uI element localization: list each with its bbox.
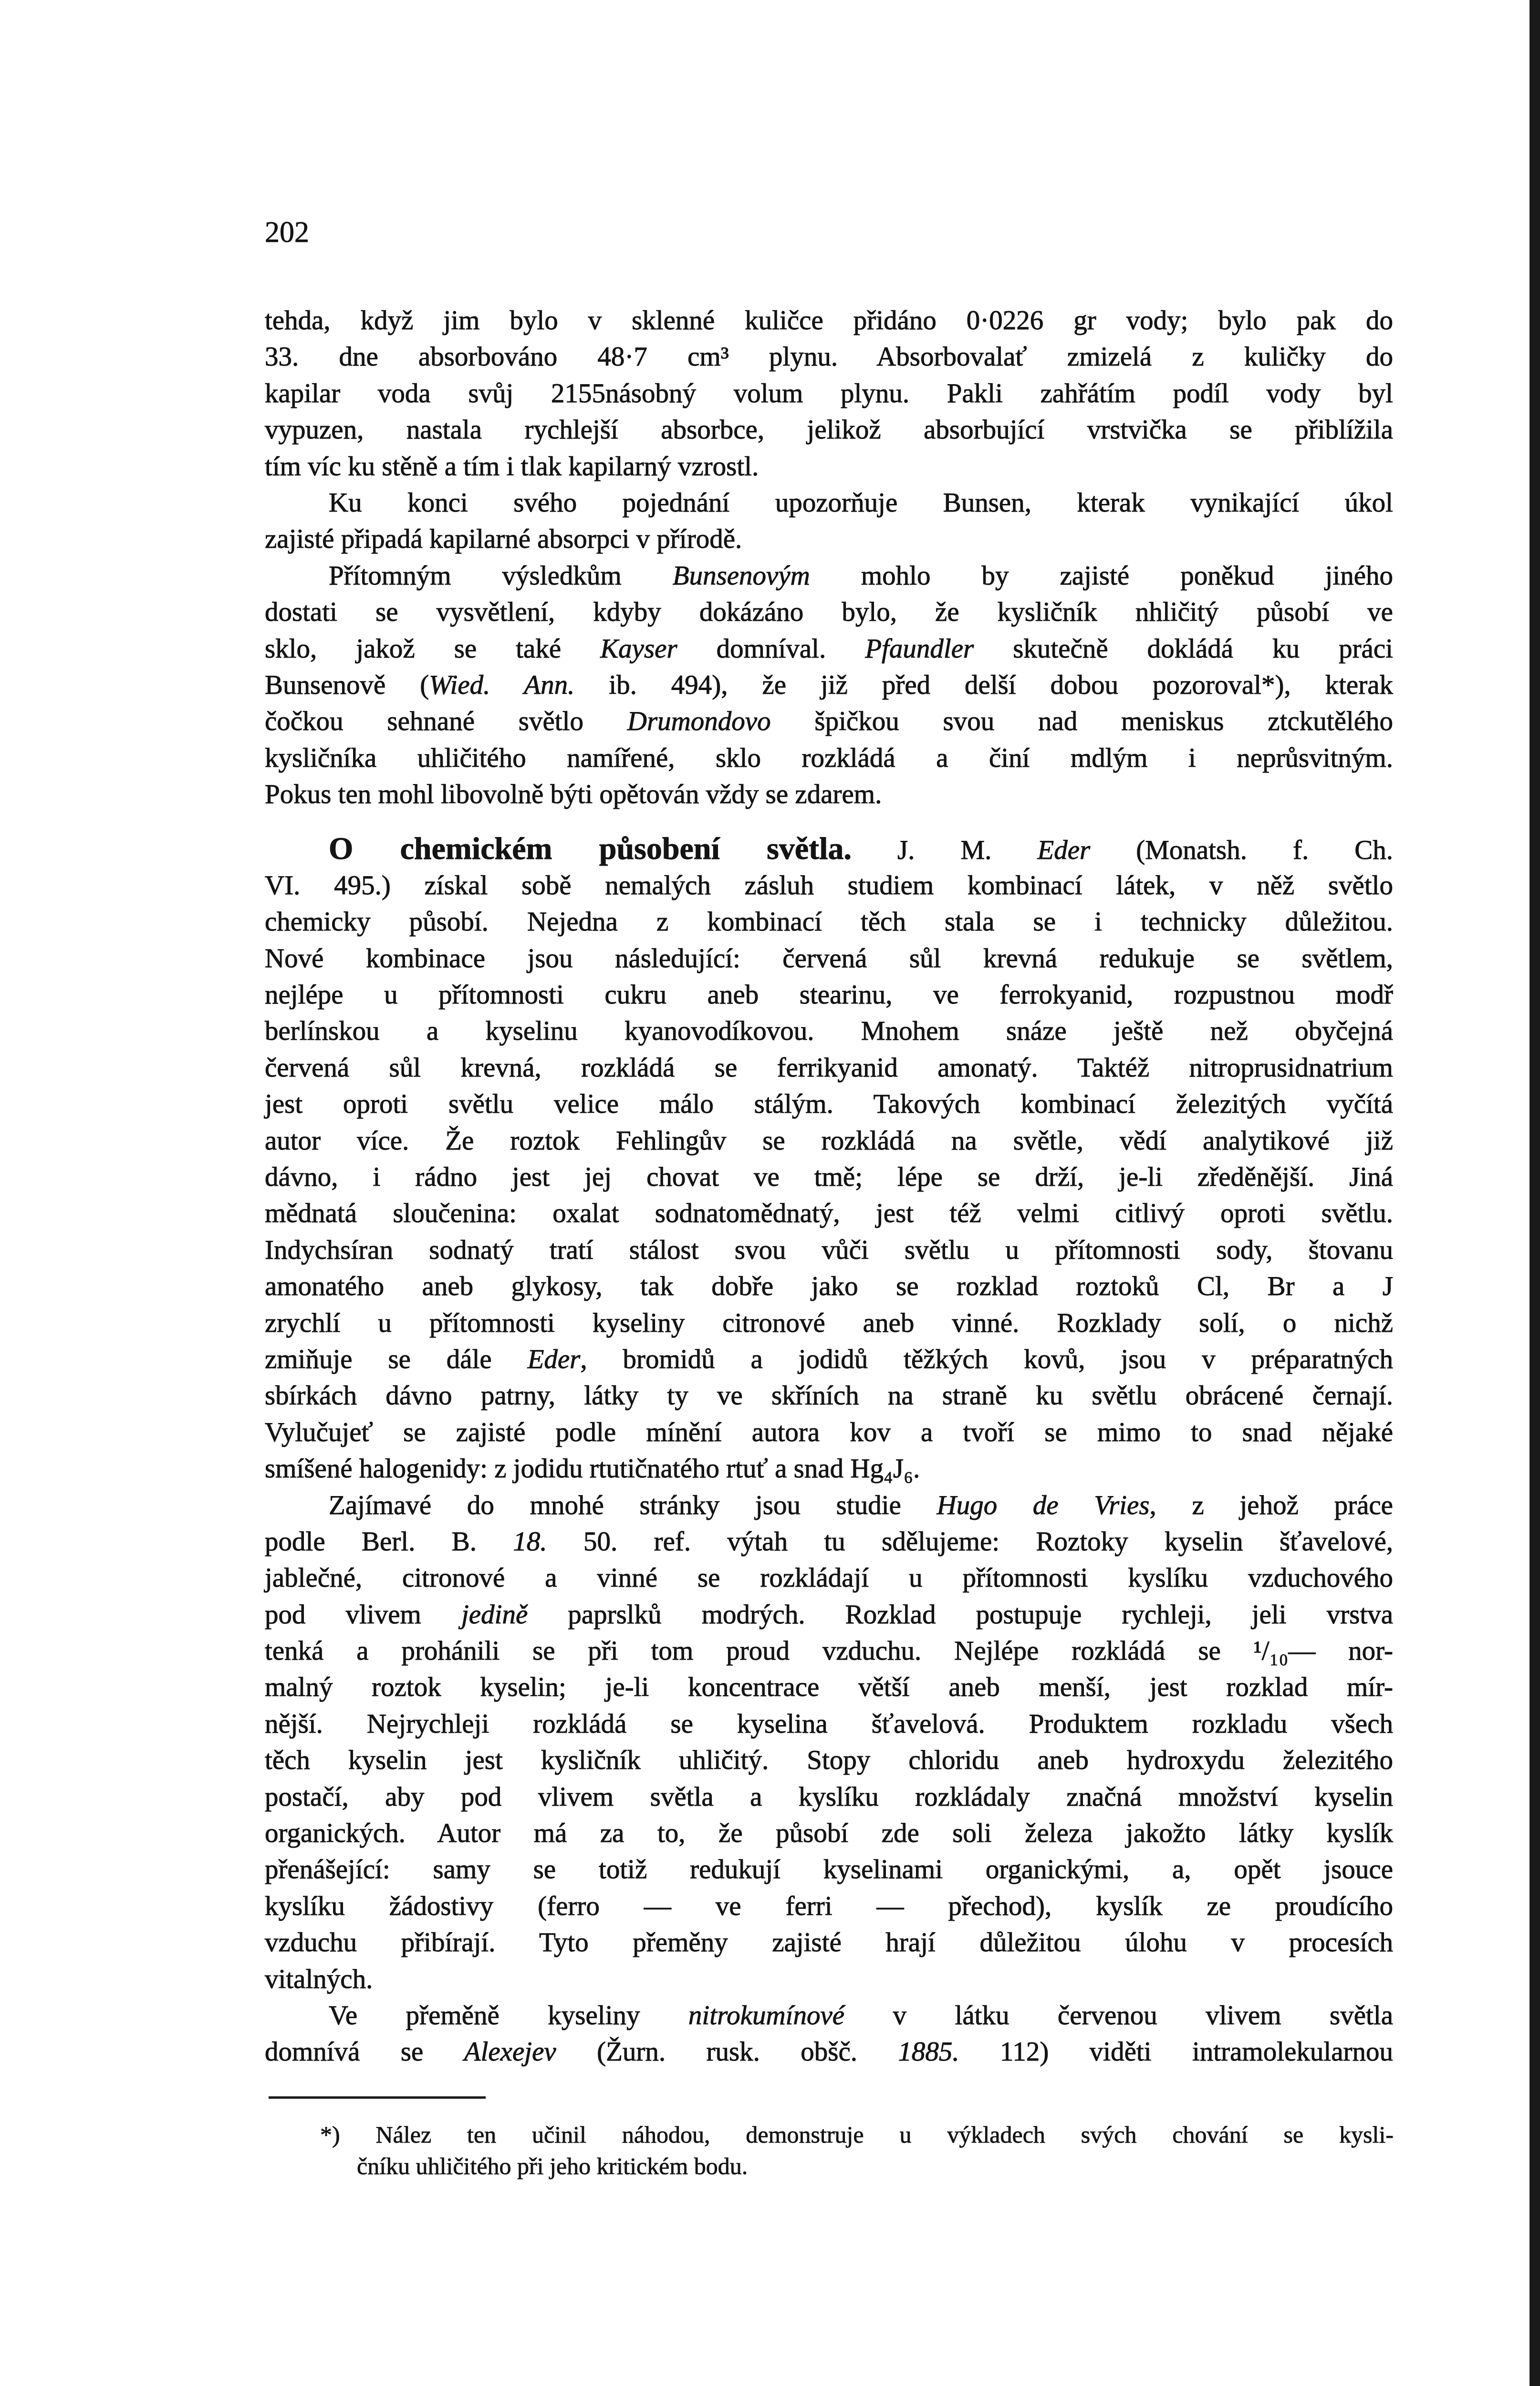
text-line [265,868,1393,904]
text-line [265,1633,1393,1669]
text-line [265,1888,1393,1925]
text-line [265,1524,1393,1560]
text-segment: kysličníka uhličitého namířené, sklo rozkládá a činí mdlým i neprůsvitným. [265,743,1393,773]
text-segment: , z jehož práce [1149,1490,1393,1520]
text-line [265,1742,1393,1779]
italic-text: nitrokumínové [688,2000,845,2030]
italic-text: Wied. Ann. [429,670,575,700]
text-line [265,1268,1393,1305]
text-line [265,776,1393,813]
text-segment: autor více. Že roztok Fehlingův se rozkládá na světle, vědí analytikové již [265,1125,1393,1156]
text-segment: Bunsenově ( [265,670,429,700]
text-segment: paprslků modrých. Rozklad postupuje rychleji, jeli vrstva [528,1599,1393,1630]
text-segment: podle Berl. B. [265,1526,513,1557]
body-text [265,303,1393,2071]
text-segment: pod vlivem [265,1599,461,1630]
text-segment: tenká a prohánili se při tom proud vzduchu. Nejlépe rozkládá se ¹/₁₀— nor- [265,1636,1393,1666]
text-segment: Zajímavé do mnohé stránky jsou studie [329,1490,937,1520]
text-segment: v látku červenou vlivem světla [844,2000,1394,2030]
text-line [265,1305,1393,1341]
text-line [265,941,1393,977]
section-gap [265,813,1393,831]
italic-text: jedině [461,1599,528,1630]
text-line [265,1706,1393,1742]
text-line [265,1560,1393,1596]
italic-text: Eder [527,1344,581,1374]
text-segment: vzduchu přibírají. Tyto přeměny zajisté hrají důležitou úlohu v procesích [265,1927,1393,1958]
text-line [265,412,1393,448]
text-segment: sbírkách dávno patrny, látky ty ve skříních na straně ku světlu obrácené černají. [265,1381,1393,1411]
italic-text: Hugo de Vries [936,1490,1150,1520]
text-segment: Nové kombinace jsou následující: červená sůl krevná redukuje se světlem, [265,943,1393,973]
text-segment: berlínskou a kyselinu kyanovodíkovou. Mnohem snáze ještě než obyčejná [265,1016,1393,1046]
italic-text: 18. [513,1526,547,1557]
text-line [265,485,1393,521]
text-segment: domnívá se [265,2037,464,2067]
text-segment: jest oproti světlu velice málo stálým. Takových kombinací železitých vyčítá [265,1089,1393,1120]
section-heading-line [265,831,1393,867]
footnote-rule [269,2096,486,2099]
text-line [265,631,1393,667]
text-line [265,521,1393,557]
text-segment: kyslíku žádostivy (ferro — ve ferri — přechod), kyslík ze proudícího [265,1891,1393,1921]
text-line [265,2034,1393,2070]
text-segment: (Monatsh. f. Ch. [1090,835,1393,866]
text-line [265,667,1393,703]
text-segment: Ku konci svého pojednání upozorňuje Bunsen, kterak vynikající úkol [329,487,1393,518]
text-line [265,1961,1393,1998]
text-line [265,1050,1393,1086]
text-segment: organických. Autor má za to, že působí zde soli železa jakožto látky kyslík [265,1818,1393,1849]
text-segment: J. M. [851,835,1038,866]
text-segment: Vylučujeť se zajisté podle mínění autora kov a tvoří se mimo to snad nějaké [265,1417,1393,1447]
text-segment: 33. dne absorbováno 48·7 cm³ plynu. Absorbovalať zmizelá z kuličky do [265,342,1393,372]
text-segment: vitalných. [265,1964,373,1994]
text-segment: chemicky působí. Nejedna z kombinací těch stala se i technicky důležitou. [265,907,1393,937]
text-segment: domníval. [677,633,865,664]
text-line [265,1013,1393,1049]
footnote-line: *) Nález ten učinil náhodou, demonstruje u výkladech svých chování se kysli- [320,2121,1394,2148]
text-segment: zrychlí u přítomnosti kyseliny citronové aneb vinné. Rozklady solí, o nichž [265,1308,1393,1338]
text-segment: mohlo by zajisté poněkud jiného [810,560,1393,591]
text-segment: špičkou svou nad meniskus ztckutělého [770,706,1393,737]
italic-text: Eder [1037,835,1091,866]
text-segment: skutečně dokládá ku práci [974,633,1393,664]
text-line [265,1669,1393,1706]
text-segment: sklo, jakož se také [265,633,601,664]
text-segment: jablečné, citronové a vinné se rozkládají u přítomnosti kyslíku vzduchového [265,1563,1393,1593]
text-segment: malný roztok kyselin; je-li koncentrace větší aneb menší, jest rozklad mír- [265,1672,1393,1703]
page-number: 202 [265,216,309,249]
text-segment: těch kyselin jest kysličník uhličitý. Stopy chloridu aneb hydroxydu železitého [265,1745,1393,1776]
text-segment: vypuzen, nastala rychlejší absorbce, jelikož absorbující vrstvička se přiblížila [265,415,1393,445]
text-segment: tím víc ku stěně a tím i tlak kapilarný vzrostl. [265,451,759,481]
text-segment: 112) viděti intramolekularnou [959,2037,1393,2067]
text-line [265,1159,1393,1195]
text-line [265,904,1393,940]
text-line [265,1341,1393,1378]
scan-edge [1530,0,1540,2386]
text-line [265,977,1393,1013]
text-segment: (Žurn. rusk. obšč. [556,2037,898,2067]
text-segment: nejlépe u přítomnosti cukru aneb stearinu, ve ferrokyanid, rozpustnou modř [265,980,1393,1010]
text-line [265,1195,1393,1232]
text-segment: zajisté připadá kapilarné absorpci v přírodě. [265,524,742,555]
text-segment: postačí, aby pod vlivem světla a kyslíku rozkládaly značná množství kyselin [265,1781,1393,1812]
text-segment: nější. Nejrychleji rozkládá se kyselina šťavelová. Produktem rozkladu všech [265,1708,1393,1739]
italic-text: Kayser [600,633,677,664]
text-segment: Přítomným výsledkům [329,560,673,591]
italic-text: Alexejev [464,2037,556,2067]
text-segment: Indychsíran sodnatý tratí stálost svou vůči světlu u přítomnosti sody, štovanu [265,1235,1393,1265]
text-line [265,1414,1393,1451]
text-line [265,1487,1393,1524]
italic-text: Drumondovo [627,706,771,737]
text-segment: přenášející: samy se totiž redukují kyselinami organickými, a, opět jsouce [265,1854,1393,1885]
italic-text: 1885. [898,2037,959,2067]
text-line [265,339,1393,375]
text-line [265,703,1393,740]
italic-text: Pfaundler [865,633,974,664]
text-segment: 50. ref. výtah tu sdělujeme: Roztoky kyselin šťavelové, [547,1526,1393,1557]
text-segment: dávno, i rádno jest jej chovat ve tmě; lépe se drží, je-li zředěnější. Jiná [265,1162,1393,1192]
text-segment: ib. 494), že již před delší dobou pozoroval*), kterak [574,670,1394,700]
section-heading: O chemickém působení světla. [329,831,852,867]
text-line [265,376,1393,412]
text-line [265,1123,1393,1159]
text-segment: mědnatá sloučenina: oxalat sodnatomědnatý, jest též velmi citlivý oproti světlu. [265,1198,1393,1229]
text-segment: červená sůl krevná, rozkládá se ferrikyanid amonatý. Taktéž nitroprusidnatrium [265,1052,1393,1083]
text-line [265,1378,1393,1414]
text-line [265,303,1393,339]
text-segment: Ve přeměně kyseliny [329,2000,688,2030]
text-segment: tehda, když jim bylo v sklenné kuličce přidáno 0·0226 gr vody; bylo pak do [265,305,1393,335]
text-line [265,1925,1393,1961]
text-line [265,594,1393,630]
text-segment: smíšené halogenidy: z jodidu rtutičnatého rtuť a snad Hg₄J₆. [265,1454,920,1484]
text-line [265,449,1393,485]
text-line [265,1852,1393,1888]
footnote [320,2119,1394,2182]
text-segment: dostati se vysvětlení, kdyby dokázáno bylo, že kysličník nhličitý působí ve [265,597,1393,628]
text-line [265,1815,1393,1852]
text-segment: , bromidů a jodidů těžkých kovů, jsou v préparatných [580,1344,1393,1374]
text-segment: VI. 495.) získal sobě nemalých zásluh studiem kombinací látek, v něž světlo [265,870,1393,900]
text-line [265,1086,1393,1122]
text-line [265,1232,1393,1268]
text-line [265,1998,1393,2034]
text-segment: čočkou sehnané světlo [265,706,627,737]
text-segment: kapilar voda svůj 2155násobný volum plynu. Pakli zahřátím podíl vody byl [265,378,1393,408]
text-line [265,1779,1393,1815]
italic-text: Bunsenovým [672,560,810,591]
text-line [265,740,1393,776]
text-line [265,1451,1393,1487]
text-segment: zmiňuje se dále [265,1344,528,1374]
text-segment: Pokus ten mohl libovolně býti opětován vždy se zdarem. [265,779,882,810]
text-line [265,1597,1393,1633]
text-line [265,558,1393,594]
text-segment: amonatého aneb glykosy, tak dobře jako se rozklad roztoků Cl, Br a J [265,1271,1393,1302]
footnote-line: čníku uhličitého při jeho kritickém bodu. [357,2153,748,2179]
